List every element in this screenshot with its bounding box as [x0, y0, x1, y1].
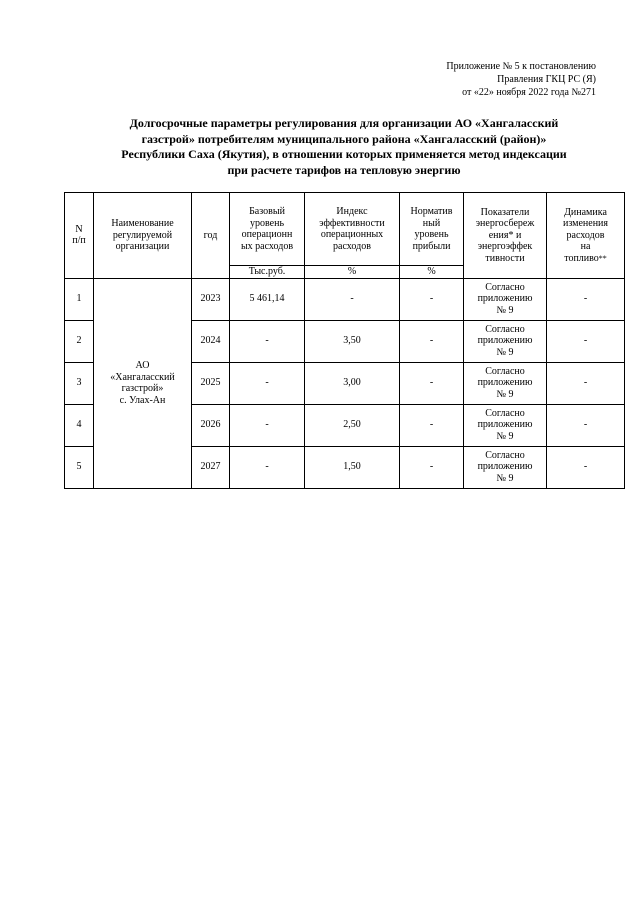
energy-line: № 9 — [496, 346, 514, 358]
energy-line: № 9 — [496, 388, 514, 400]
header-num — [65, 193, 94, 279]
header-index — [305, 193, 400, 266]
header-index-line: Индекс — [336, 206, 368, 217]
header-energy-line: ения* и — [488, 229, 522, 241]
energy-line: приложению — [477, 419, 533, 431]
header-energy-line: Показатели — [480, 206, 530, 218]
cell-norm: - — [400, 278, 464, 320]
header-energy-line: энергосбереж — [475, 218, 535, 229]
cell-energy — [464, 320, 547, 362]
header-norm-line: прибыли — [412, 240, 451, 252]
cell-energy — [464, 404, 547, 446]
cell-norm: - — [400, 404, 464, 446]
cell-index: 1,50 — [305, 446, 400, 488]
cell-energy — [464, 446, 547, 488]
cell-energy — [464, 278, 547, 320]
cell-year: 2026 — [192, 404, 230, 446]
cell-num: 1 — [65, 278, 94, 320]
organization-line: АО — [135, 360, 150, 371]
header-line-2: Правления ГКЦ РС (Я) — [497, 74, 596, 85]
cell-norm: - — [400, 446, 464, 488]
cell-year: 2027 — [192, 446, 230, 488]
cell-dyn: - — [547, 404, 625, 446]
energy-line: приложению — [477, 335, 533, 347]
cell-num: 5 — [65, 446, 94, 488]
header-dyn-line: Динамика — [564, 206, 607, 218]
cell-dyn: - — [547, 278, 625, 320]
title-line-2: газстрой» потребителям муниципального района «Хангаласский (район)» — [141, 131, 547, 146]
header-base — [230, 193, 305, 266]
header-base-line: операционн — [241, 229, 293, 240]
header-org-line: Наименование — [111, 218, 174, 229]
cell-norm: - — [400, 362, 464, 404]
cell-base: - — [230, 404, 305, 446]
header-norm-line: уровень — [414, 229, 449, 240]
header-base-line: уровень — [249, 217, 284, 229]
document-header — [446, 60, 596, 99]
parameters-table — [64, 192, 625, 489]
title-line-1: Долгосрочные параметры регулирования для организации АО «Хангаласский — [129, 116, 559, 130]
header-index-line: операционных — [320, 229, 384, 240]
header-org-line: организации — [115, 241, 170, 252]
cell-organization — [94, 278, 192, 488]
header-dyn-line: на — [580, 241, 591, 252]
header-num-line: п/п — [72, 235, 86, 247]
cell-index: 2,50 — [305, 404, 400, 446]
energy-line: № 9 — [496, 472, 514, 484]
cell-base: - — [230, 362, 305, 404]
header-dyn-line: изменения — [562, 218, 609, 229]
header-line-3: от «22» ноября 2022 года №271 — [462, 87, 596, 98]
cell-index: 3,50 — [305, 320, 400, 362]
energy-line: приложению — [477, 293, 533, 305]
cell-norm: - — [400, 320, 464, 362]
cell-dyn: - — [547, 320, 625, 362]
cell-year: 2024 — [192, 320, 230, 362]
energy-line: Согласно — [485, 407, 525, 419]
header-org — [94, 193, 192, 279]
header-row — [65, 193, 625, 266]
header-energy-line: энергоэффек — [477, 241, 533, 252]
cell-base: 5 461,14 — [230, 278, 305, 320]
header-energy — [464, 193, 547, 279]
header-norm — [400, 193, 464, 266]
header-index-line: эффективности — [319, 217, 385, 229]
cell-index: 3,00 — [305, 362, 400, 404]
cell-base: - — [230, 446, 305, 488]
organization-line: газстрой» — [121, 383, 164, 394]
header-num-line: N — [75, 223, 83, 235]
cell-num: 4 — [65, 404, 94, 446]
title-line-4: при расчете тарифов на тепловую энергию — [227, 162, 461, 177]
energy-line: приложению — [477, 461, 533, 473]
title-line-3: Республики Саха (Якутия), в отношении которых применяется метод индексации — [121, 147, 567, 161]
header-dyn-line — [548, 253, 623, 265]
cell-base: - — [230, 320, 305, 362]
header-dyn-line: расходов — [566, 229, 605, 241]
energy-line: Согласно — [485, 281, 525, 293]
cell-year: 2023 — [192, 278, 230, 320]
header-org-line: регулируемой — [112, 229, 173, 241]
organization-line: с. Улах-Ан — [119, 394, 166, 406]
header-dyn — [547, 193, 625, 279]
document-title — [64, 116, 624, 178]
header-norm-line: ный — [422, 217, 441, 229]
table-row — [65, 278, 625, 320]
energy-line: № 9 — [496, 430, 514, 442]
header-energy-line: тивности — [485, 252, 525, 264]
energy-line: Согласно — [485, 449, 525, 461]
cell-num: 3 — [65, 362, 94, 404]
header-year: год — [192, 193, 230, 279]
energy-line: № 9 — [496, 304, 514, 316]
cell-year: 2025 — [192, 362, 230, 404]
cell-num: 2 — [65, 320, 94, 362]
unit-norm: % — [400, 266, 464, 279]
cell-energy — [464, 362, 547, 404]
header-norm-line: Норматив — [410, 206, 453, 217]
energy-line: Согласно — [485, 323, 525, 335]
cell-dyn: - — [547, 446, 625, 488]
header-base-line: Базовый — [249, 206, 285, 217]
energy-line: Согласно — [485, 365, 525, 377]
header-base-line: ых расходов — [240, 240, 294, 252]
organization-line: «Хангаласский — [110, 371, 175, 383]
header-line-1: Приложение № 5 к постановлению — [446, 61, 596, 72]
energy-line: приложению — [477, 377, 533, 389]
footnote-mark: ** — [598, 253, 607, 263]
unit-index: % — [305, 266, 400, 279]
unit-base: Тыс.руб. — [230, 266, 305, 279]
cell-index: - — [305, 278, 400, 320]
header-index-line: расходов — [333, 240, 371, 252]
header-dyn-word: топливо — [564, 252, 599, 264]
cell-dyn: - — [547, 362, 625, 404]
